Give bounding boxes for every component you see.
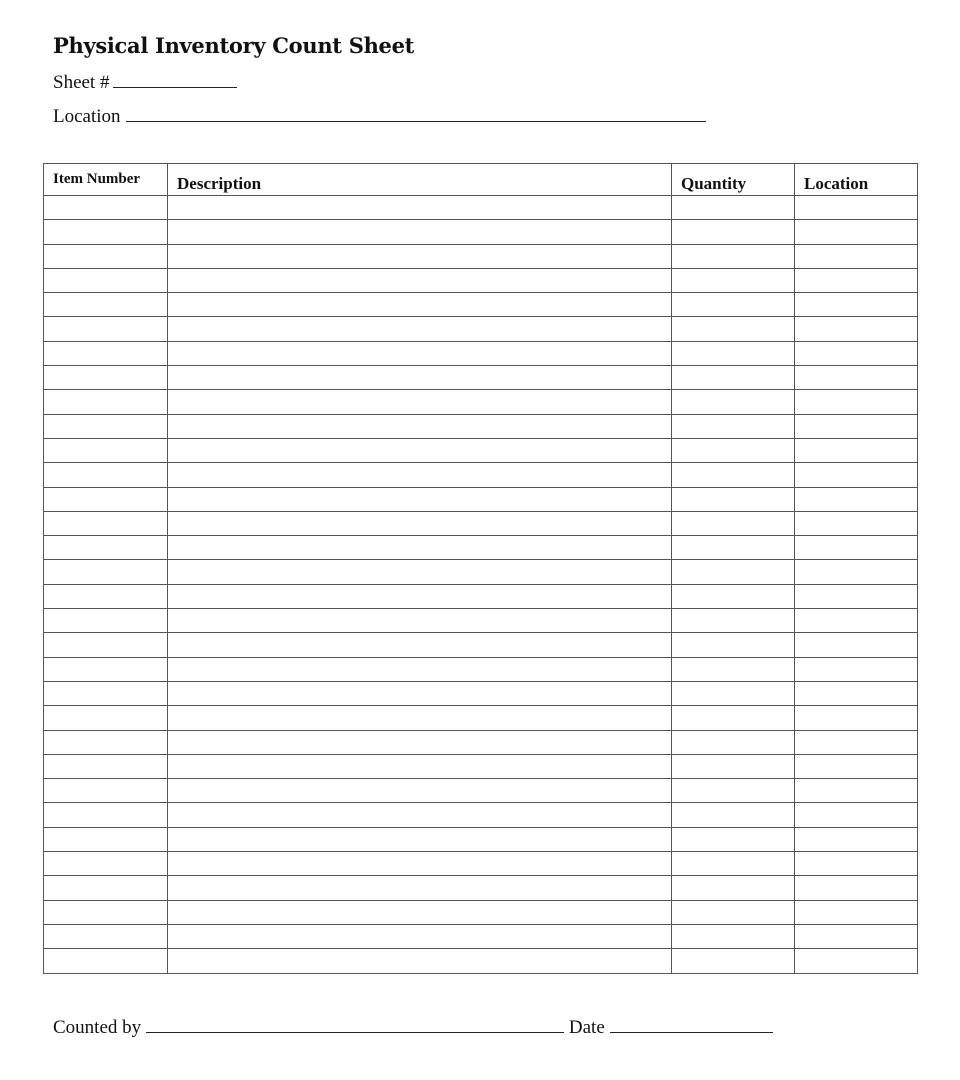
quantity-cell[interactable] bbox=[672, 196, 795, 220]
table-row bbox=[44, 754, 918, 778]
description-cell[interactable] bbox=[168, 560, 672, 584]
item-number-cell[interactable] bbox=[44, 657, 168, 681]
quantity-cell[interactable] bbox=[672, 900, 795, 924]
location-cell[interactable] bbox=[795, 730, 918, 754]
quantity-cell[interactable] bbox=[672, 584, 795, 608]
location-cell[interactable] bbox=[795, 390, 918, 414]
item-number-cell[interactable] bbox=[44, 827, 168, 851]
quantity-cell[interactable] bbox=[672, 730, 795, 754]
description-cell[interactable] bbox=[168, 633, 672, 657]
table-row bbox=[44, 560, 918, 584]
item-number-cell[interactable] bbox=[44, 706, 168, 730]
table-row bbox=[44, 414, 918, 438]
quantity-cell[interactable] bbox=[672, 244, 795, 268]
table-row bbox=[44, 487, 918, 511]
table-row bbox=[44, 779, 918, 803]
quantity-cell[interactable] bbox=[672, 827, 795, 851]
table-row bbox=[44, 657, 918, 681]
table-row bbox=[44, 706, 918, 730]
table-row bbox=[44, 876, 918, 900]
location-cell[interactable] bbox=[795, 584, 918, 608]
description-cell[interactable] bbox=[168, 268, 672, 292]
item-number-cell[interactable] bbox=[44, 949, 168, 973]
inventory-table bbox=[43, 163, 918, 974]
table-row bbox=[44, 341, 918, 365]
location-cell[interactable] bbox=[795, 438, 918, 462]
date-blank[interactable] bbox=[610, 1018, 773, 1033]
table-row bbox=[44, 949, 918, 973]
table-row bbox=[44, 536, 918, 560]
item-number-cell[interactable] bbox=[44, 900, 168, 924]
quantity-cell[interactable] bbox=[672, 390, 795, 414]
location-cell[interactable] bbox=[795, 779, 918, 803]
item-number-cell[interactable] bbox=[44, 196, 168, 220]
sheet-number-field bbox=[53, 72, 237, 94]
item-number-cell[interactable] bbox=[44, 779, 168, 803]
column-header-quantity: Quantity bbox=[672, 164, 795, 196]
location-cell[interactable] bbox=[795, 536, 918, 560]
item-number-cell[interactable] bbox=[44, 803, 168, 827]
quantity-cell[interactable] bbox=[672, 681, 795, 705]
table-row bbox=[44, 268, 918, 292]
description-cell[interactable] bbox=[168, 293, 672, 317]
quantity-cell[interactable] bbox=[672, 949, 795, 973]
table-row bbox=[44, 924, 918, 948]
description-cell[interactable] bbox=[168, 438, 672, 462]
location-cell[interactable] bbox=[795, 487, 918, 511]
item-number-cell[interactable] bbox=[44, 536, 168, 560]
quantity-cell[interactable] bbox=[672, 463, 795, 487]
item-number-cell[interactable] bbox=[44, 463, 168, 487]
location-cell[interactable] bbox=[795, 317, 918, 341]
table-row bbox=[44, 244, 918, 268]
location-blank[interactable] bbox=[126, 107, 706, 122]
location-cell[interactable] bbox=[795, 924, 918, 948]
location-cell[interactable] bbox=[795, 511, 918, 535]
table-row bbox=[44, 827, 918, 851]
item-number-cell[interactable] bbox=[44, 681, 168, 705]
page-title: Physical Inventory Count Sheet bbox=[53, 33, 415, 58]
quantity-cell[interactable] bbox=[672, 511, 795, 535]
item-number-cell[interactable] bbox=[44, 852, 168, 876]
location-cell[interactable] bbox=[795, 681, 918, 705]
counted-by-blank[interactable] bbox=[146, 1018, 564, 1033]
description-cell[interactable] bbox=[168, 900, 672, 924]
quantity-cell[interactable] bbox=[672, 924, 795, 948]
item-number-cell[interactable] bbox=[44, 244, 168, 268]
location-label: Location bbox=[53, 106, 121, 127]
location-cell[interactable] bbox=[795, 876, 918, 900]
table-row bbox=[44, 609, 918, 633]
description-cell[interactable] bbox=[168, 657, 672, 681]
column-header-location: Location bbox=[795, 164, 918, 196]
table-row bbox=[44, 730, 918, 754]
quantity-cell[interactable] bbox=[672, 754, 795, 778]
quantity-cell[interactable] bbox=[672, 803, 795, 827]
item-number-cell[interactable] bbox=[44, 220, 168, 244]
item-number-cell[interactable] bbox=[44, 487, 168, 511]
description-cell[interactable] bbox=[168, 852, 672, 876]
description-cell[interactable] bbox=[168, 924, 672, 948]
description-cell[interactable] bbox=[168, 341, 672, 365]
counted-by-label: Counted by bbox=[53, 1017, 142, 1038]
item-number-cell[interactable] bbox=[44, 609, 168, 633]
location-cell[interactable] bbox=[795, 268, 918, 292]
description-cell[interactable] bbox=[168, 730, 672, 754]
quantity-cell[interactable] bbox=[672, 609, 795, 633]
table-row bbox=[44, 852, 918, 876]
table-row bbox=[44, 390, 918, 414]
quantity-cell[interactable] bbox=[672, 268, 795, 292]
quantity-cell[interactable] bbox=[672, 341, 795, 365]
location-cell[interactable] bbox=[795, 196, 918, 220]
sheet-number-label: Sheet # bbox=[53, 72, 110, 93]
item-number-cell[interactable] bbox=[44, 924, 168, 948]
description-cell[interactable] bbox=[168, 949, 672, 973]
item-number-cell[interactable] bbox=[44, 390, 168, 414]
location-cell[interactable] bbox=[795, 366, 918, 390]
item-number-cell[interactable] bbox=[44, 730, 168, 754]
quantity-cell[interactable] bbox=[672, 414, 795, 438]
quantity-cell[interactable] bbox=[672, 366, 795, 390]
location-cell[interactable] bbox=[795, 754, 918, 778]
item-number-cell[interactable] bbox=[44, 317, 168, 341]
description-cell[interactable] bbox=[168, 681, 672, 705]
item-number-cell[interactable] bbox=[44, 560, 168, 584]
table-row bbox=[44, 196, 918, 220]
item-number-cell[interactable] bbox=[44, 293, 168, 317]
quantity-cell[interactable] bbox=[672, 293, 795, 317]
description-cell[interactable] bbox=[168, 536, 672, 560]
quantity-cell[interactable] bbox=[672, 852, 795, 876]
location-cell[interactable] bbox=[795, 949, 918, 973]
table-row bbox=[44, 438, 918, 462]
table-row bbox=[44, 584, 918, 608]
sheet-number-blank[interactable] bbox=[113, 73, 237, 88]
item-number-cell[interactable] bbox=[44, 268, 168, 292]
item-number-cell[interactable] bbox=[44, 876, 168, 900]
quantity-cell[interactable] bbox=[672, 487, 795, 511]
description-cell[interactable] bbox=[168, 317, 672, 341]
description-cell[interactable] bbox=[168, 390, 672, 414]
description-cell[interactable] bbox=[168, 414, 672, 438]
location-cell[interactable] bbox=[795, 463, 918, 487]
description-cell[interactable] bbox=[168, 876, 672, 900]
item-number-cell[interactable] bbox=[44, 341, 168, 365]
column-header-description: Description bbox=[168, 164, 672, 196]
description-cell[interactable] bbox=[168, 463, 672, 487]
description-cell[interactable] bbox=[168, 803, 672, 827]
location-field bbox=[53, 106, 706, 128]
table-row bbox=[44, 511, 918, 535]
quantity-cell[interactable] bbox=[672, 317, 795, 341]
table-row bbox=[44, 803, 918, 827]
location-cell[interactable] bbox=[795, 633, 918, 657]
item-number-cell[interactable] bbox=[44, 511, 168, 535]
description-cell[interactable] bbox=[168, 487, 672, 511]
table-row bbox=[44, 293, 918, 317]
table-header-row bbox=[44, 164, 918, 196]
item-number-cell[interactable] bbox=[44, 584, 168, 608]
location-cell[interactable] bbox=[795, 414, 918, 438]
location-cell[interactable] bbox=[795, 560, 918, 584]
location-cell[interactable] bbox=[795, 220, 918, 244]
quantity-cell[interactable] bbox=[672, 536, 795, 560]
table-row bbox=[44, 463, 918, 487]
location-cell[interactable] bbox=[795, 244, 918, 268]
description-cell[interactable] bbox=[168, 779, 672, 803]
location-cell[interactable] bbox=[795, 827, 918, 851]
location-cell[interactable] bbox=[795, 803, 918, 827]
description-cell[interactable] bbox=[168, 827, 672, 851]
item-number-cell[interactable] bbox=[44, 754, 168, 778]
description-cell[interactable] bbox=[168, 609, 672, 633]
description-cell[interactable] bbox=[168, 244, 672, 268]
location-cell[interactable] bbox=[795, 657, 918, 681]
location-cell[interactable] bbox=[795, 706, 918, 730]
date-label: Date bbox=[568, 1017, 605, 1038]
quantity-cell[interactable] bbox=[672, 876, 795, 900]
item-number-cell[interactable] bbox=[44, 438, 168, 462]
table-row bbox=[44, 317, 918, 341]
location-cell[interactable] bbox=[795, 852, 918, 876]
location-cell[interactable] bbox=[795, 293, 918, 317]
description-cell[interactable] bbox=[168, 511, 672, 535]
description-cell[interactable] bbox=[168, 754, 672, 778]
quantity-cell[interactable] bbox=[672, 560, 795, 584]
location-cell[interactable] bbox=[795, 900, 918, 924]
footer-signoff bbox=[53, 1017, 773, 1039]
description-cell[interactable] bbox=[168, 366, 672, 390]
quantity-cell[interactable] bbox=[672, 633, 795, 657]
quantity-cell[interactable] bbox=[672, 657, 795, 681]
description-cell[interactable] bbox=[168, 584, 672, 608]
description-cell[interactable] bbox=[168, 706, 672, 730]
column-header-item-number: Item Number bbox=[44, 164, 168, 196]
table-row bbox=[44, 900, 918, 924]
location-cell[interactable] bbox=[795, 609, 918, 633]
location-cell[interactable] bbox=[795, 341, 918, 365]
description-cell[interactable] bbox=[168, 196, 672, 220]
quantity-cell[interactable] bbox=[672, 779, 795, 803]
quantity-cell[interactable] bbox=[672, 220, 795, 244]
description-cell[interactable] bbox=[168, 220, 672, 244]
table-row bbox=[44, 633, 918, 657]
table-row bbox=[44, 681, 918, 705]
item-number-cell[interactable] bbox=[44, 633, 168, 657]
table-row bbox=[44, 366, 918, 390]
quantity-cell[interactable] bbox=[672, 438, 795, 462]
quantity-cell[interactable] bbox=[672, 706, 795, 730]
item-number-cell[interactable] bbox=[44, 366, 168, 390]
item-number-cell[interactable] bbox=[44, 414, 168, 438]
inventory-table-body bbox=[44, 196, 918, 974]
table-row bbox=[44, 220, 918, 244]
